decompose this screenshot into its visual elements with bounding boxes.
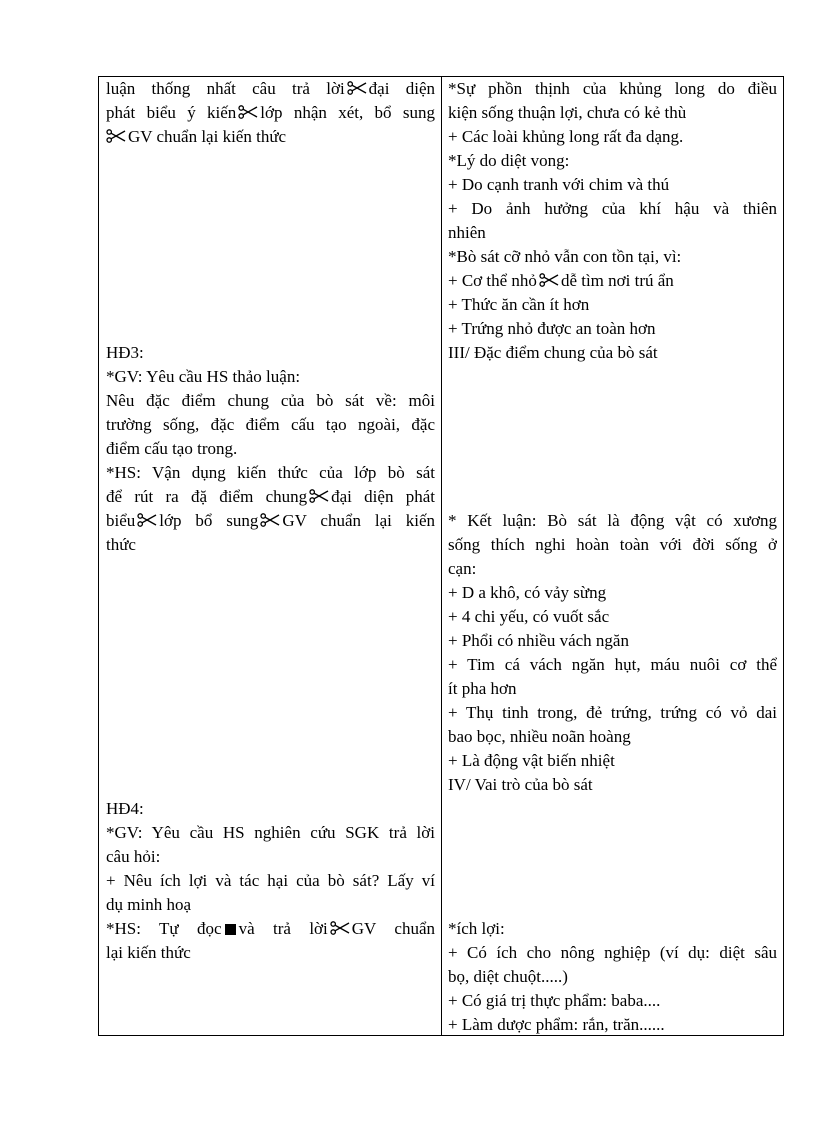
left-line: lại kiến thức xyxy=(106,943,191,962)
right-line: nhiên xyxy=(448,223,486,242)
right-line: + Trứng nhỏ được an toàn hơn xyxy=(448,319,656,338)
right-line: + Làm dược phẩm: rắn, trăn...... xyxy=(448,1015,665,1034)
scissors-icon xyxy=(106,129,126,143)
right-line: ít pha hơn xyxy=(448,679,517,698)
right-line: + Có ích cho nông nghiệp (ví dụ: diệt sâu xyxy=(448,943,777,962)
section-heading: IV/ Vai trò của bò sát xyxy=(448,775,593,794)
right-line: + Phổi có nhiều vách ngăn xyxy=(448,631,629,650)
left-line: + Nêu ích lợi và tác hại của bò sát? Lấy ví xyxy=(106,871,435,890)
right-line: + Cơ thể nhỏ dễ tìm nơi trú ẩn xyxy=(448,271,674,290)
left-line: để rút ra đặ điểm chung đại diện phát xyxy=(106,487,435,506)
square-icon xyxy=(225,924,236,935)
right-line: sống thích nghi hoàn toàn với đời sống ở xyxy=(448,535,777,554)
left-line: trường sống, đặc điểm cấu tạo ngoài, đặc xyxy=(106,415,435,434)
left-line: phát biểu ý kiến lớp nhận xét, bổ sung xyxy=(106,103,435,122)
right-line: *Sự phồn thịnh của khủng long do điều xyxy=(448,79,777,98)
left-line: *HS: Vận dụng kiến thức của lớp bò sát xyxy=(106,463,435,482)
right-line: kiện sống thuận lợi, chưa có kẻ thù xyxy=(448,103,687,122)
activities-column xyxy=(99,77,441,965)
right-line: + Có giá trị thực phẩm: baba.... xyxy=(448,991,661,1010)
right-line: + Tim cá vách ngăn hụt, máu nuôi cơ thể xyxy=(448,655,777,674)
right-line: + 4 chi yếu, có vuốt sắc xyxy=(448,607,610,626)
right-line: + Thức ăn cần ít hơn xyxy=(448,295,590,314)
scissors-icon xyxy=(309,489,329,503)
right-line: + Là động vật biến nhiệt xyxy=(448,751,615,770)
right-line: + Do ảnh hưởng của khí hậu và thiên xyxy=(448,199,777,218)
right-line: bao bọc, nhiều noãn hoàng xyxy=(448,727,631,746)
scissors-icon xyxy=(330,921,350,935)
right-line: cạn: xyxy=(448,559,477,578)
right-line: + Các loài khủng long rất đa dạng. xyxy=(448,127,684,146)
right-line: bọ, diệt chuột.....) xyxy=(448,967,568,986)
left-line: thức xyxy=(106,535,136,554)
left-line: điểm cấu tạo trong. xyxy=(106,439,238,458)
left-line: câu hỏi: xyxy=(106,847,161,866)
right-line: *ích lợi: xyxy=(448,919,505,938)
scissors-icon xyxy=(539,273,559,287)
scissors-icon xyxy=(347,81,367,95)
lesson-table xyxy=(98,76,784,1036)
hd4-heading: HĐ4: xyxy=(106,799,144,818)
right-line: + Do cạnh tranh với chim và thú xyxy=(448,175,670,194)
scissors-icon xyxy=(137,513,157,527)
right-line: + Thụ tinh trong, đẻ trứng, trứng có vỏ dai xyxy=(448,703,777,722)
left-line: Nêu đặc điểm chung của bò sát về: môi xyxy=(106,391,435,410)
left-line: *HS: Tự đọc và trả lời GV chuẩn xyxy=(106,919,435,938)
content-column xyxy=(442,77,783,1037)
left-line: *GV: Yêu cầu HS thảo luận: xyxy=(106,367,301,386)
left-line: dụ minh hoạ xyxy=(106,895,191,914)
right-line: *Bò sát cỡ nhỏ vẫn con tồn tại, vì: xyxy=(448,247,682,266)
left-line: biểu lớp bổ sung GV chuẩn lại kiến xyxy=(106,511,435,530)
left-line: luận thống nhất câu trả lời đại diện xyxy=(106,79,435,98)
section-heading: III/ Đặc điểm chung của bò sát xyxy=(448,343,658,362)
right-line: + D a khô, có vảy sừng xyxy=(448,583,607,602)
right-line: *Lý do diệt vong: xyxy=(448,151,570,170)
scissors-icon xyxy=(238,105,258,119)
right-line: * Kết luận: Bò sát là động vật có xương xyxy=(448,511,777,530)
left-line: *GV: Yêu cầu HS nghiên cứu SGK trả lời xyxy=(106,823,435,842)
hd3-heading: HĐ3: xyxy=(106,343,144,362)
scissors-icon xyxy=(260,513,280,527)
left-line: GV chuẩn lại kiến thức xyxy=(106,125,435,149)
